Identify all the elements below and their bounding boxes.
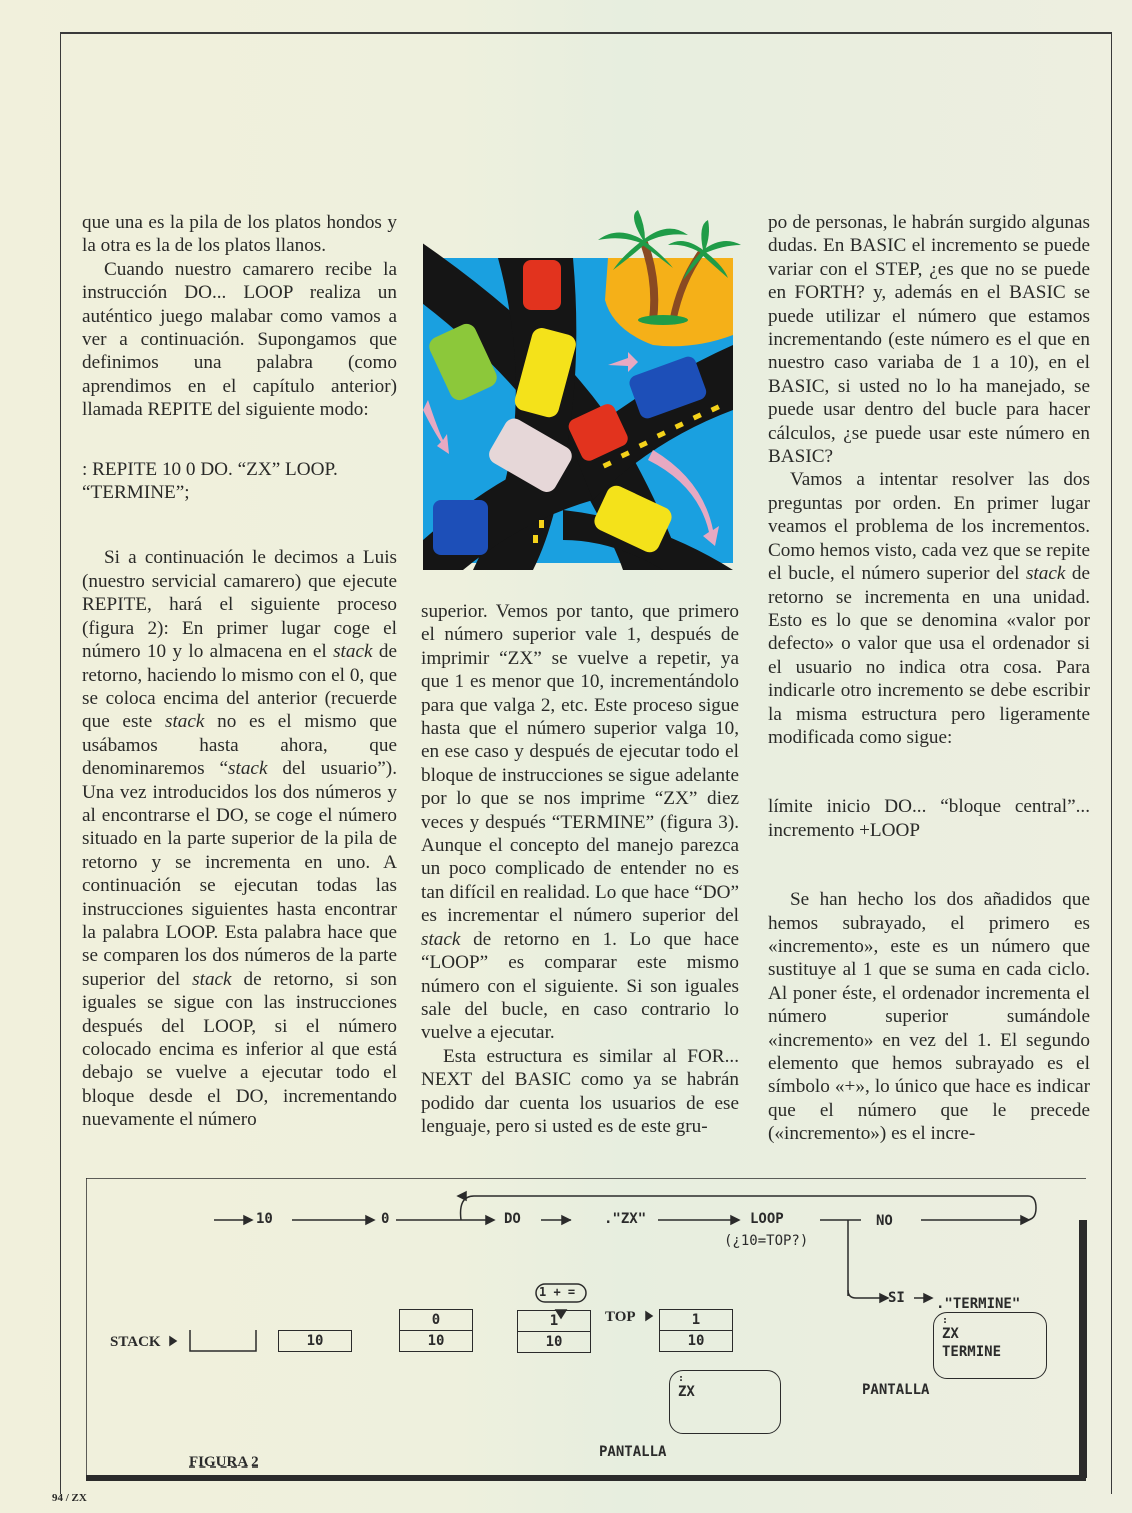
arrow-head [486, 1216, 494, 1224]
paragraph: Cuando nuestro camarero recibe la instrucción DO... LOOP realiza un auténtico juego malabar como vamos a ver a continuación. Supongamos que definimos una palabra (como aprendimos en el capítulo anterior) llamada REPITE del siguiente modo: [82, 258, 397, 421]
top-label: TOP [605, 1309, 636, 1325]
empty-stack [190, 1330, 256, 1351]
stack-state-2: 10 [278, 1330, 352, 1352]
top-pointer-icon [646, 1312, 652, 1320]
code-sample: : REPITE 10 0 DO. “ZX” LOOP. “TERMINE”; [82, 458, 338, 504]
page-number: 94 / ZX [52, 1492, 87, 1504]
arrow-head [458, 1192, 466, 1200]
paragraph: Se han hecho los dos añadidos que hemos subrayado, el primero es «incremento», este es un número que sustituye al 1 que se suma en cada ciclo. Al poner éste, el ordenador incrementa el número superior sumándole «incremento» en vez del 1. El segundo elemento que hemos subrayado es el símbolo «+», lo único que hace es indicar que el número que le precede («incremento») es el incre- [768, 889, 1090, 1145]
paragraph: Esta estructura es similar al FOR... NEXT del BASIC como ya se habrán podido dar cuenta los usuarios de ese lenguaje, pero si usted es de este gru- [421, 1045, 739, 1137]
flow-do: DO [504, 1211, 521, 1227]
arrow-head [924, 1294, 932, 1302]
loop-back-line [461, 1196, 1036, 1220]
stack-pointer-icon [170, 1337, 176, 1345]
paragraph: po de personas, le habrán surgido algunas dudas. En BASIC el incremento se puede variar con el STEP, ¿es que no se puede en FORTH? y, además en el BASIC se puede utilizar el número que estamos incrementando (este número es el que en nuestro caso variaba de 1 a 10), en el BASIC, si usted no lo ha manejado, se puede usar dentro del bucle para hacer cálculos, ¿se puede usar este número en BASIC? [768, 212, 1090, 468]
paragraph: que una es la pila de los platos hondos y la otra es la de los platos llanos. [82, 212, 397, 257]
traffic-illustration [423, 210, 748, 570]
figure-caption: FIGURA 2 [189, 1454, 259, 1470]
flow-print-termine: ."TERMINE" [936, 1296, 1021, 1312]
arrow-head [366, 1216, 374, 1224]
flow-push-10: 10 [256, 1211, 273, 1227]
arrow-head [244, 1216, 252, 1224]
flow-push-0: 0 [381, 1211, 390, 1227]
flow-print-zx: ."ZX" [604, 1211, 647, 1227]
article-column-3 [768, 211, 1090, 1146]
arrow-head [731, 1216, 739, 1224]
stack-label: STACK [110, 1334, 161, 1350]
screen-label-2: PANTALLA [862, 1382, 930, 1398]
flow-loop-condition: (¿10=TOP?) [724, 1233, 809, 1249]
figure-2 [86, 1178, 1086, 1478]
traffic-illustration-svg [423, 210, 748, 570]
flow-no: NO [876, 1213, 893, 1229]
flow-loop: LOOP [750, 1211, 784, 1227]
paragraph: superior. Vemos por tanto, que primero el número superior vale 1, después de imprimir “ZX” se vuelve a repetir, ya que 1 es menor que 10, incrementándolo para que valga 2, etc. Este proceso sigue hasta que el número superior valga 10, en ese caso y después de ejecutar todo el bloque de instrucciones se sigue adelante por lo que se nos imprime “ZX” diez veces y después “TERMINE” (figura 3). Aunque el concepto del manejo parezca un poco complicado de entender no es tan difícil en realidad. Lo que hace “DO” es incrementar el número superior del stack de retorno en 1. Lo que hace “LOOP” es comparar este mismo número con el siguiente. Si son iguales sale del bucle, en caso contrario lo vuelve a ejecutar. [421, 601, 739, 1044]
paragraph: Si a continuación le decimos a Luis (nuestro servicial camarero) que ejecute REPITE, hará el siguiente proceso (figura 2): En primer lugar coge el número 10 y lo almacena en el stack de retorno, haciendo lo mismo con el 0, que se coloca encima del anterior (recuerde que este stack no es el mismo que usábamos hasta ahora, que denominaremos “stack del usuario”). Una vez introducidos los dos números y al encontrarse el DO, se coge el número situado en la parte superior de la pila de retorno y se incrementa en uno. A continuación se ejecutan todas las instrucciones siguientes hasta encontrar la palabra LOOP. Esta palabra hace que se comparen los dos números de la parte superior del stack de retorno, si son iguales se sigue con las instrucciones después del LOOP, si el número colocado encima es inferior al que está debajo se vuelve a ejecutar todo el bloque desde el DO, incrementando nuevamente el número [82, 547, 397, 1131]
car-red [523, 260, 561, 310]
increment-op: 1 + = [539, 1285, 576, 1299]
code-sample: límite inicio DO... “bloque central”... incremento +LOOP [768, 796, 1090, 841]
screen-output-2: : ZX TERMINE [933, 1312, 1047, 1379]
arrow-head [1021, 1216, 1029, 1224]
car-blue [433, 500, 488, 555]
arrow-head [562, 1216, 570, 1224]
screen-output-1: : ZX [669, 1370, 781, 1434]
stack-state-5: 1 10 [659, 1309, 733, 1352]
paragraph: Vamos a intentar resolver las dos preguntas por orden. En primer lugar veamos el problema de los incrementos. Como hemos visto, cada vez que se repite el bucle, el número superior del stack de retorno se incrementa en una unidad. Esto es lo que se denomina «valor por defecto» o valor que usa el ordenador si el usuario no indica otra cosa. Para indicarle otro incremento se debe escribir la misma estructura pero ligeramente modificada como sigue: [768, 469, 1090, 748]
article-column-1 [82, 211, 397, 1132]
stack-state-4: 1 10 [517, 1310, 591, 1353]
stack-state-3: 0 10 [399, 1309, 473, 1352]
arrow-head [880, 1294, 888, 1302]
article-column-2 [421, 600, 739, 1138]
flow-si: SI [888, 1290, 905, 1306]
screen-label-1: PANTALLA [599, 1444, 667, 1460]
